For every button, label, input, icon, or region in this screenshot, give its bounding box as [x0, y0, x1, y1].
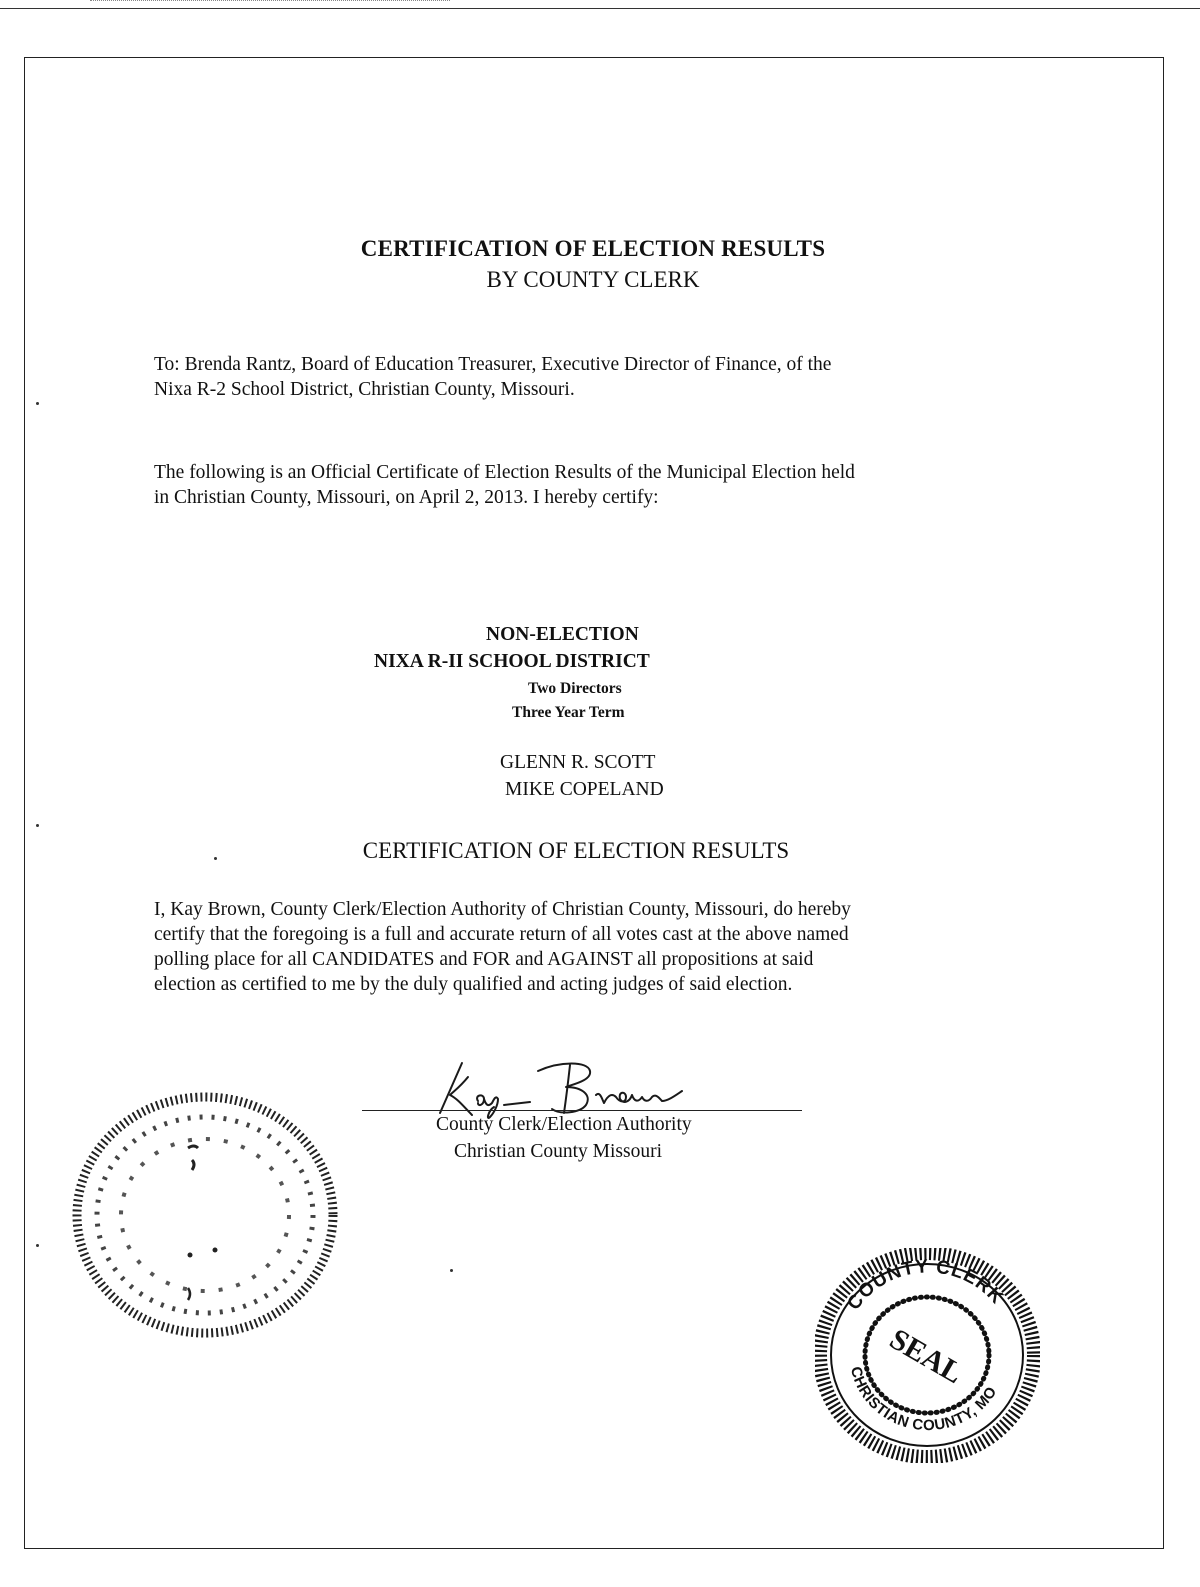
certification-heading: CERTIFICATION OF ELECTION RESULTS	[362, 838, 790, 863]
scan-speck	[214, 857, 217, 860]
intro-line: in Christian County, Missouri, on April 2, 2013. I hereby certify:	[154, 487, 659, 508]
certification-line: election as certified to me by the duly qualified and acting judges of said election.	[154, 974, 793, 995]
scan-speck	[36, 402, 39, 405]
seal-center-text: SEAL	[884, 1322, 969, 1391]
seal-bottom-text: CHRISTIAN COUNTY, MO	[846, 1364, 1001, 1435]
addressee-line: Nixa R-2 School District, Christian County, Missouri.	[154, 379, 575, 400]
top-scan-residue	[90, 0, 450, 4]
candidate-name: GLENN R. SCOTT	[500, 752, 656, 773]
race-seats: Two Directors	[528, 680, 622, 697]
county-clerk-seal	[815, 1248, 1040, 1463]
race-district: NIXA R-II SCHOOL DISTRICT	[374, 651, 650, 672]
intro-block	[154, 460, 1034, 510]
scan-speck	[450, 1269, 453, 1272]
certification-paragraph	[154, 897, 1054, 997]
scan-speck	[36, 824, 39, 827]
top-scan-rule	[0, 8, 1200, 9]
addressee-block	[154, 352, 1034, 402]
certification-line: polling place for all CANDIDATES and FOR and AGAINST all propositions at said	[154, 949, 814, 970]
candidate-name: MIKE COPELAND	[505, 779, 664, 800]
signature-line	[362, 1110, 802, 1111]
intro-line: The following is an Official Certificate of Election Results of the Municipal Election held	[154, 462, 855, 483]
scan-speck	[36, 1244, 39, 1247]
certification-line: certify that the foregoing is a full and accurate return of all votes cast at the above named	[154, 924, 849, 945]
embossed-seal-stamp	[70, 1090, 340, 1340]
addressee-line: To: Brenda Rantz, Board of Education Treasurer, Executive Director of Finance, of the	[154, 354, 832, 375]
document-subtitle: BY COUNTY CLERK	[486, 267, 700, 292]
race-term: Three Year Term	[512, 704, 625, 721]
certification-line: I, Kay Brown, County Clerk/Election Authority of Christian County, Missouri, do hereby	[154, 899, 851, 920]
seal-top-text: COUNTY CLERK	[843, 1256, 1008, 1315]
race-status: NON-ELECTION	[486, 624, 639, 645]
signer-title: County Clerk/Election Authority	[436, 1114, 692, 1135]
signer-jurisdiction: Christian County Missouri	[454, 1141, 663, 1162]
document-title: CERTIFICATION OF ELECTION RESULTS	[360, 236, 826, 261]
